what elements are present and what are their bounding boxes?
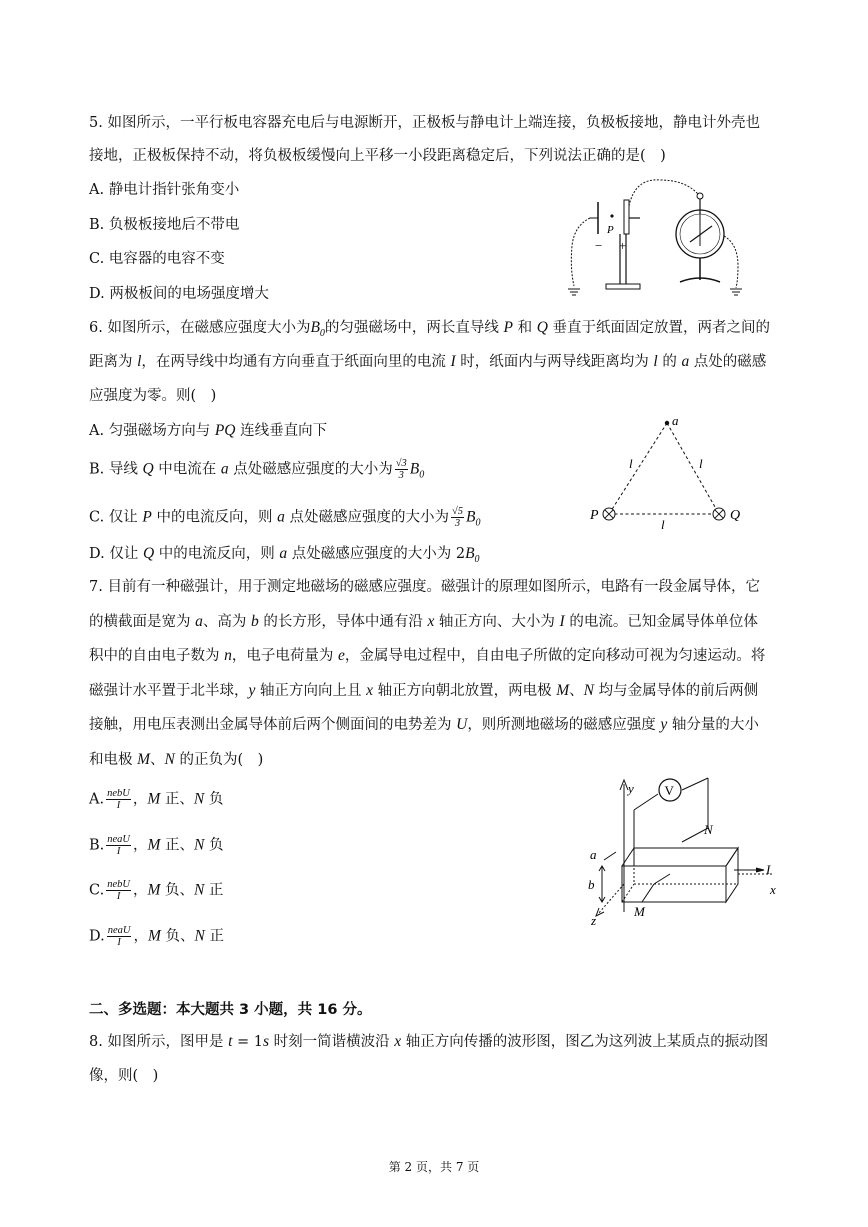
electrode-m-label: M xyxy=(634,904,645,919)
voltmeter-v-label: V xyxy=(664,783,674,798)
wire-p-label: P xyxy=(590,508,599,523)
q5-option-d: D. 两极板间的电场强度增大 xyxy=(89,286,269,302)
q7-stem-line2: 的横截面是宽为 a、高为 b 的长方形，导体中通有沿 x 轴正方向、大小为 I 的电流。已知金属导体单位体 xyxy=(89,613,758,630)
q7-option-b: B. $\frac{\text{neaU}}{I}$ ，M 正、N 负 xyxy=(89,834,224,857)
q5-option-c: C. 电容器的电容不变 xyxy=(89,251,225,267)
q5-option-a: A. 静电计指针张角变小 xyxy=(89,182,240,198)
q7-option-c: C. $\frac{\text{nebU}}{I}$ ，M 负、N 正 xyxy=(89,879,224,902)
width-a-label: a xyxy=(590,847,597,862)
q8-stem-line1: 8. 如图所示，图甲是 t = 1s 时刻一简谐横波沿 x 轴正方向传播的波形图，图乙为这列波上某质点的振动图 xyxy=(89,1033,769,1050)
point-p-label: P xyxy=(607,224,614,236)
side-l-right: l xyxy=(699,456,703,471)
triangle-wires-figure xyxy=(585,410,755,535)
magnetometer-figure xyxy=(578,770,788,930)
q6-option-a: A. 匀强磁场方向与 PQ 连线垂直向下 xyxy=(89,422,328,439)
q7-stem-line6: 和电极 M、N 的正负为( ) xyxy=(89,751,264,768)
plus-sign: + xyxy=(619,238,627,253)
minus-sign: − xyxy=(595,238,603,253)
q5-stem-line2: 接地，正极板保持不动，将负极板缓慢向上平移一小段距离稳定后，下列说法正确的是( ) xyxy=(89,148,666,164)
side-l-left: l xyxy=(629,456,633,471)
q6-stem-line1: 6. 如图所示，在磁感应强度大小为$B_0$的匀强磁场中，两长直导线 P 和 Q 垂直于纸面固定放置，两者之间的 xyxy=(89,319,771,339)
q7-option-d: D. $\frac{\text{neaU}}{I}$ ，M 负、N 正 xyxy=(89,925,224,948)
current-i-label: I xyxy=(766,862,771,877)
q6-option-c: C. 仅让 P 中的电流反向，则 a 点处磁感应强度的大小为 $\frac{√5}{3}$ $B_0$ xyxy=(89,506,481,529)
section-heading-multiple-choice: 二、多选题：本大题共 3 小题，共 16 分。 xyxy=(89,1002,372,1018)
axis-z-label: z xyxy=(591,913,597,928)
q5-stem-line1: 5. 如图所示，一平行板电容器充电后与电源断开，正极板与静电计上端连接，负极板接地，静电计外壳也 xyxy=(89,115,760,131)
q6-option-b: B. 导线 Q 中电流在 a 点处磁感应强度的大小为 $\frac{√3}{3}$ $B_0$ xyxy=(89,458,425,481)
wire-q-label: Q xyxy=(730,508,741,523)
q8-stem-line2: 像，则( ) xyxy=(89,1068,159,1084)
q6-option-d: D. 仅让 Q 中的电流反向，则 a 点处磁感应强度的大小为 $2B_0$ xyxy=(89,545,480,565)
q7-stem-line5: 接触，用电压表测出金属导体前后两个侧面间的电势差为 U，则所测地磁场的磁感应强度 y 轴分量的大小 xyxy=(89,716,759,733)
q6-stem-line2: 距离为 l，在两导线中均通有方向垂直于纸面向里的电流 I 时，纸面内与两导线距离均为 l 的 a 点处的磁感 xyxy=(89,353,767,370)
q6-stem-line3: 应强度为零。则( ) xyxy=(89,388,217,404)
side-l-bottom: l xyxy=(661,517,665,532)
q7-stem-line1: 7. 目前有一种磁强计，用于测定地磁场的磁感应强度。磁强计的原理如图所示，电路有一段金属导体，它 xyxy=(89,579,760,595)
capacitor-electroscope-figure xyxy=(560,176,750,301)
q5-option-b: B. 负极板接地后不带电 xyxy=(89,217,240,233)
q7-stem-line4: 磁强计水平置于北半球，y 轴正方向向上且 x 轴正方向朝北放置，两电极 M、N 均与金属导体的前后两侧 xyxy=(89,682,759,699)
point-a-label: a xyxy=(672,413,679,428)
q7-option-a: A. $\frac{\text{nebU}}{I}$ ，M 正、N 负 xyxy=(89,788,224,811)
electrode-n-label: N xyxy=(704,822,713,837)
axis-x-label: x xyxy=(770,882,776,897)
page-footer: 第 2 页，共 7 页 xyxy=(388,1160,480,1174)
height-b-label: b xyxy=(588,877,595,892)
axis-y-label: y xyxy=(628,781,634,796)
q7-stem-line3: 积中的自由电子数为 n，电子电荷量为 e，金属导电过程中，自由电子所做的定向移动可视为匀速运动。将 xyxy=(89,647,766,664)
